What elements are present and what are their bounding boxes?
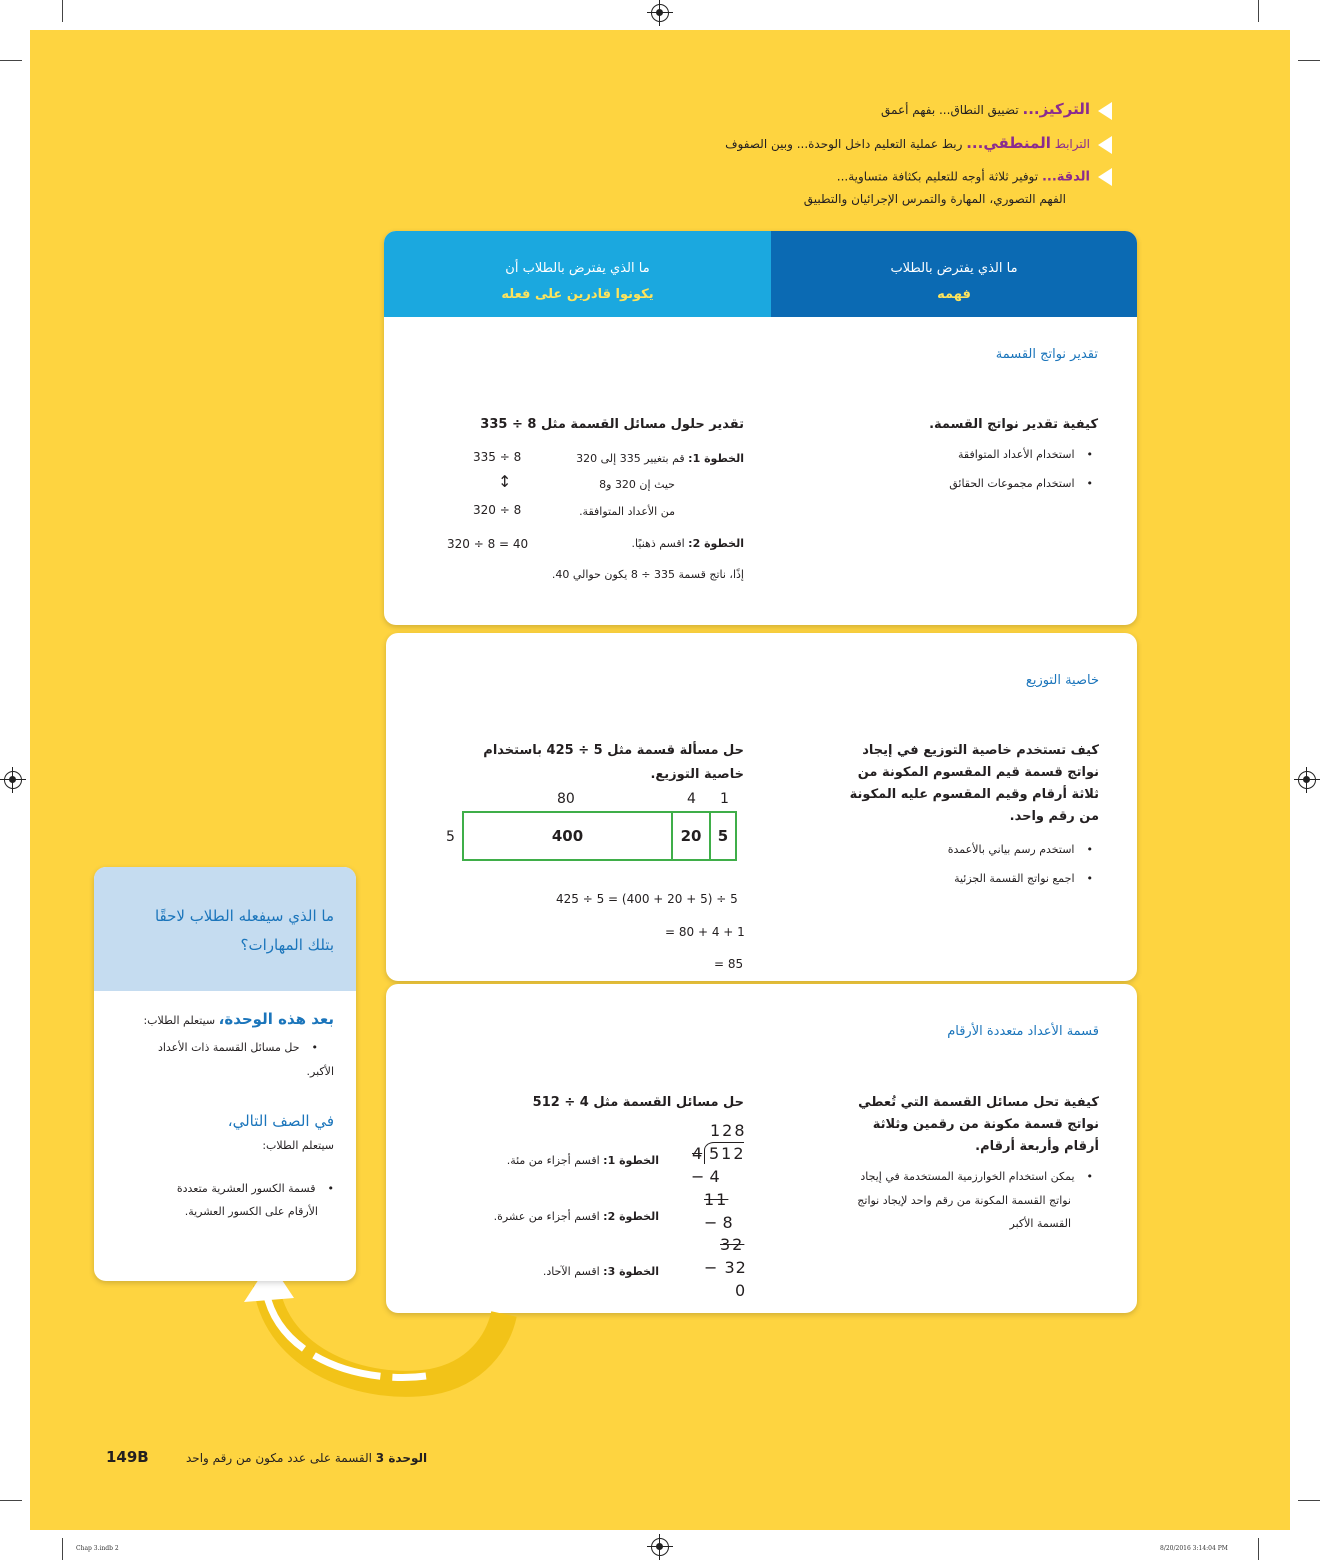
bullet-continuation: الأكبر. [306,1065,334,1078]
triangle-bullet-icon [1098,136,1112,154]
after-unit-heading: بعد هذه الوحدة، [218,1010,334,1028]
page-number: 149B [106,1448,149,1466]
coherence-item [725,134,1112,154]
bullet-item: • استخدام مجموعات الحقائق [949,477,1093,490]
what-next-title: ما الذي سيفعله الطلاب لاحقًا [154,907,334,925]
bar-label: 1 [720,791,729,807]
understanding-table [384,231,1137,625]
crop-mark [0,60,22,61]
example-title: حل مسألة قسمة مثل 5 ÷ 425 باستخدام [483,743,744,758]
header-understand-line2: فهمه [937,287,971,302]
section-title: تقدير نواتج القسمة [995,347,1098,362]
expression: 320 ÷ 8 [473,503,522,517]
registration-mark-icon [651,4,669,22]
what-next-title-line2: بتلك المهارات؟ [240,936,334,954]
bullet-item: • يمكن استخدام الخوارزمية المستخدمة في إيجاد [860,1170,1093,1183]
next-grade-text: سيتعلم الطلاب: [262,1139,334,1152]
expression: 320 ÷ 8 = 40 [447,537,529,551]
step-text: حيث إن 320 و8 [599,478,675,491]
header-do [384,231,771,317]
example-title: حل مسائل القسمة مثل 4 ÷ 512 [532,1095,744,1110]
step-text: اقسم أجزاء من عشرة. [493,1210,600,1223]
example-title: تقدير حلول مسائل القسمة مثل 8 ÷ 335 [480,417,744,432]
quotient: 128 [710,1121,747,1140]
area-cell: 400 [462,811,673,861]
print-timestamp: 8/20/2016 3:14:04 PM [1160,1545,1228,1552]
rigor-item [837,168,1112,186]
step-label: الخطوة 1: [688,452,744,465]
crop-mark [1258,1538,1259,1560]
what-next-box [94,867,356,1281]
header-understand [771,231,1137,317]
section-title: قسمة الأعداد متعددة الأرقام [947,1024,1099,1039]
division-step: 11 [704,1190,729,1209]
section-question: كيف تستخدم خاصية التوزيع في إيجاد نواتج قسمة قيم المقسوم المكونة من ثلاثة أرقام وقيم المقسوم عليه المكونة من رقم واحد. [849,743,1099,824]
rigor-text: توفير ثلاثة أوجه للتعليم بكثافة متساوية... [836,169,1039,184]
bullet-item: • اجمع نواتج القسمة الجزئية [954,872,1093,885]
crop-mark [1298,60,1320,61]
registration-mark-icon [1298,771,1316,789]
double-arrow-icon: ↕ [498,472,512,491]
header-do-line2: يكونوا قادرين على فعله [501,287,654,302]
crop-mark [1258,0,1259,22]
registration-mark-icon [651,1538,669,1556]
focus-text: تضييق النطاق... بفهم أعمق [881,103,1019,117]
after-unit-line [143,1010,334,1028]
what-next-header [94,867,356,991]
crop-mark [62,0,63,22]
bullet-continuation: نواتج القسمة المكونة من رقم واحد لإيجاد نواتج [857,1194,1071,1207]
crop-mark [0,1500,22,1501]
bar-side-label: 5 [446,829,455,845]
bullet-item: • استخدم رسم بياني بالأعمدة [948,843,1093,856]
area-cell: 5 [709,811,737,861]
bar-label: 80 [557,791,575,807]
coherence-keyword: المنطقي... [966,134,1051,152]
section-question: كيفية تحل مسائل القسمة التي تُعطي نواتج قسمة مكونة من رقمين وثلاثة أرقام وأربعة أرقام. [858,1095,1099,1154]
bullet-item: • حل مسائل القسمة ذات الأعداد [158,1041,318,1054]
triangle-bullet-icon [1098,168,1112,186]
crop-mark [1298,1500,1320,1501]
coherence-text: ربط عملية التعليم داخل الوحدة... وبين الصفوف [725,137,963,151]
area-cell: 20 [671,811,711,861]
footer-unit [186,1451,427,1465]
section-question: كيفية تقدير نواتج القسمة. [929,417,1098,432]
equation: 425 ÷ 5 = (400 + 20 + 5) ÷ 5 [556,892,738,906]
equation: = 85 [714,957,744,971]
print-slug: Chap 3.indb 2 [76,1545,119,1552]
bullet-item: • استخدام الأعداد المتوافقة [958,448,1093,461]
division-step: − 8 [704,1213,733,1232]
after-unit-text: سيتعلم الطلاب: [143,1014,216,1027]
distributive-section [386,633,1137,981]
divisor: 4 [692,1144,703,1163]
step-text: اقسم أجزاء من مئة. [506,1154,600,1167]
header-understand-line1: ما الذي يفترض بالطلاب [890,261,1018,276]
conclusion-text: إذًا، ناتج قسمة 335 ÷ 8 يكون حوالي 40. [551,568,744,581]
bar-label: 4 [687,791,696,807]
focus-keyword: التركيز... [1022,100,1090,118]
step-text: من الأعداد المتوافقة. [579,505,675,518]
expression: 335 ÷ 8 [473,450,522,464]
step-label: الخطوة 3: [603,1265,659,1278]
curved-arrow-icon [236,1262,526,1402]
rigor-line2: الفهم التصوري، المهارة والتمرس الإجرائيان والتطبيق [803,192,1066,206]
unit-title: القسمة على عدد مكون من رقم واحد [186,1451,372,1465]
header-do-line1: ما الذي يفترض بالطلاب أن [505,261,650,276]
bullet-item: • قسمة الكسور العشرية متعددة [177,1182,334,1195]
remainder: 0 [735,1281,746,1300]
division-step: − 4 [691,1167,720,1186]
equation: = 80 + 4 + 1 [665,925,745,939]
unit-label: الوحدة 3 [375,1451,428,1465]
rigor-keyword: الدقة... [1041,169,1090,185]
division-step: − 32 [704,1258,747,1277]
step-label: الخطوة 2: [603,1210,659,1223]
bullet-continuation: الأرقام على الكسور العشرية. [184,1205,318,1218]
dividend: 512 [709,1144,746,1163]
step-label: الخطوة 1: [603,1154,659,1167]
next-grade-heading: في الصف التالي، [227,1112,334,1130]
division-step: 32 [720,1235,745,1254]
coherence-prefix: الترابط [1054,137,1090,151]
step-text: اقسم ذهنيًا. [631,537,685,550]
step-text: قم بتغيير 335 إلى 320 [576,452,685,465]
step-label: الخطوة 2: [688,537,744,550]
section-title: خاصية التوزيع [1025,673,1099,688]
bullet-continuation: القسمة الأكبر [1009,1217,1071,1230]
triangle-bullet-icon [1098,102,1112,120]
focus-item [881,100,1112,120]
crop-mark [62,1538,63,1560]
step-text: اقسم الآحاد. [542,1265,600,1278]
example-title-line2: خاصية التوزيع. [650,767,744,782]
registration-mark-icon [4,771,22,789]
